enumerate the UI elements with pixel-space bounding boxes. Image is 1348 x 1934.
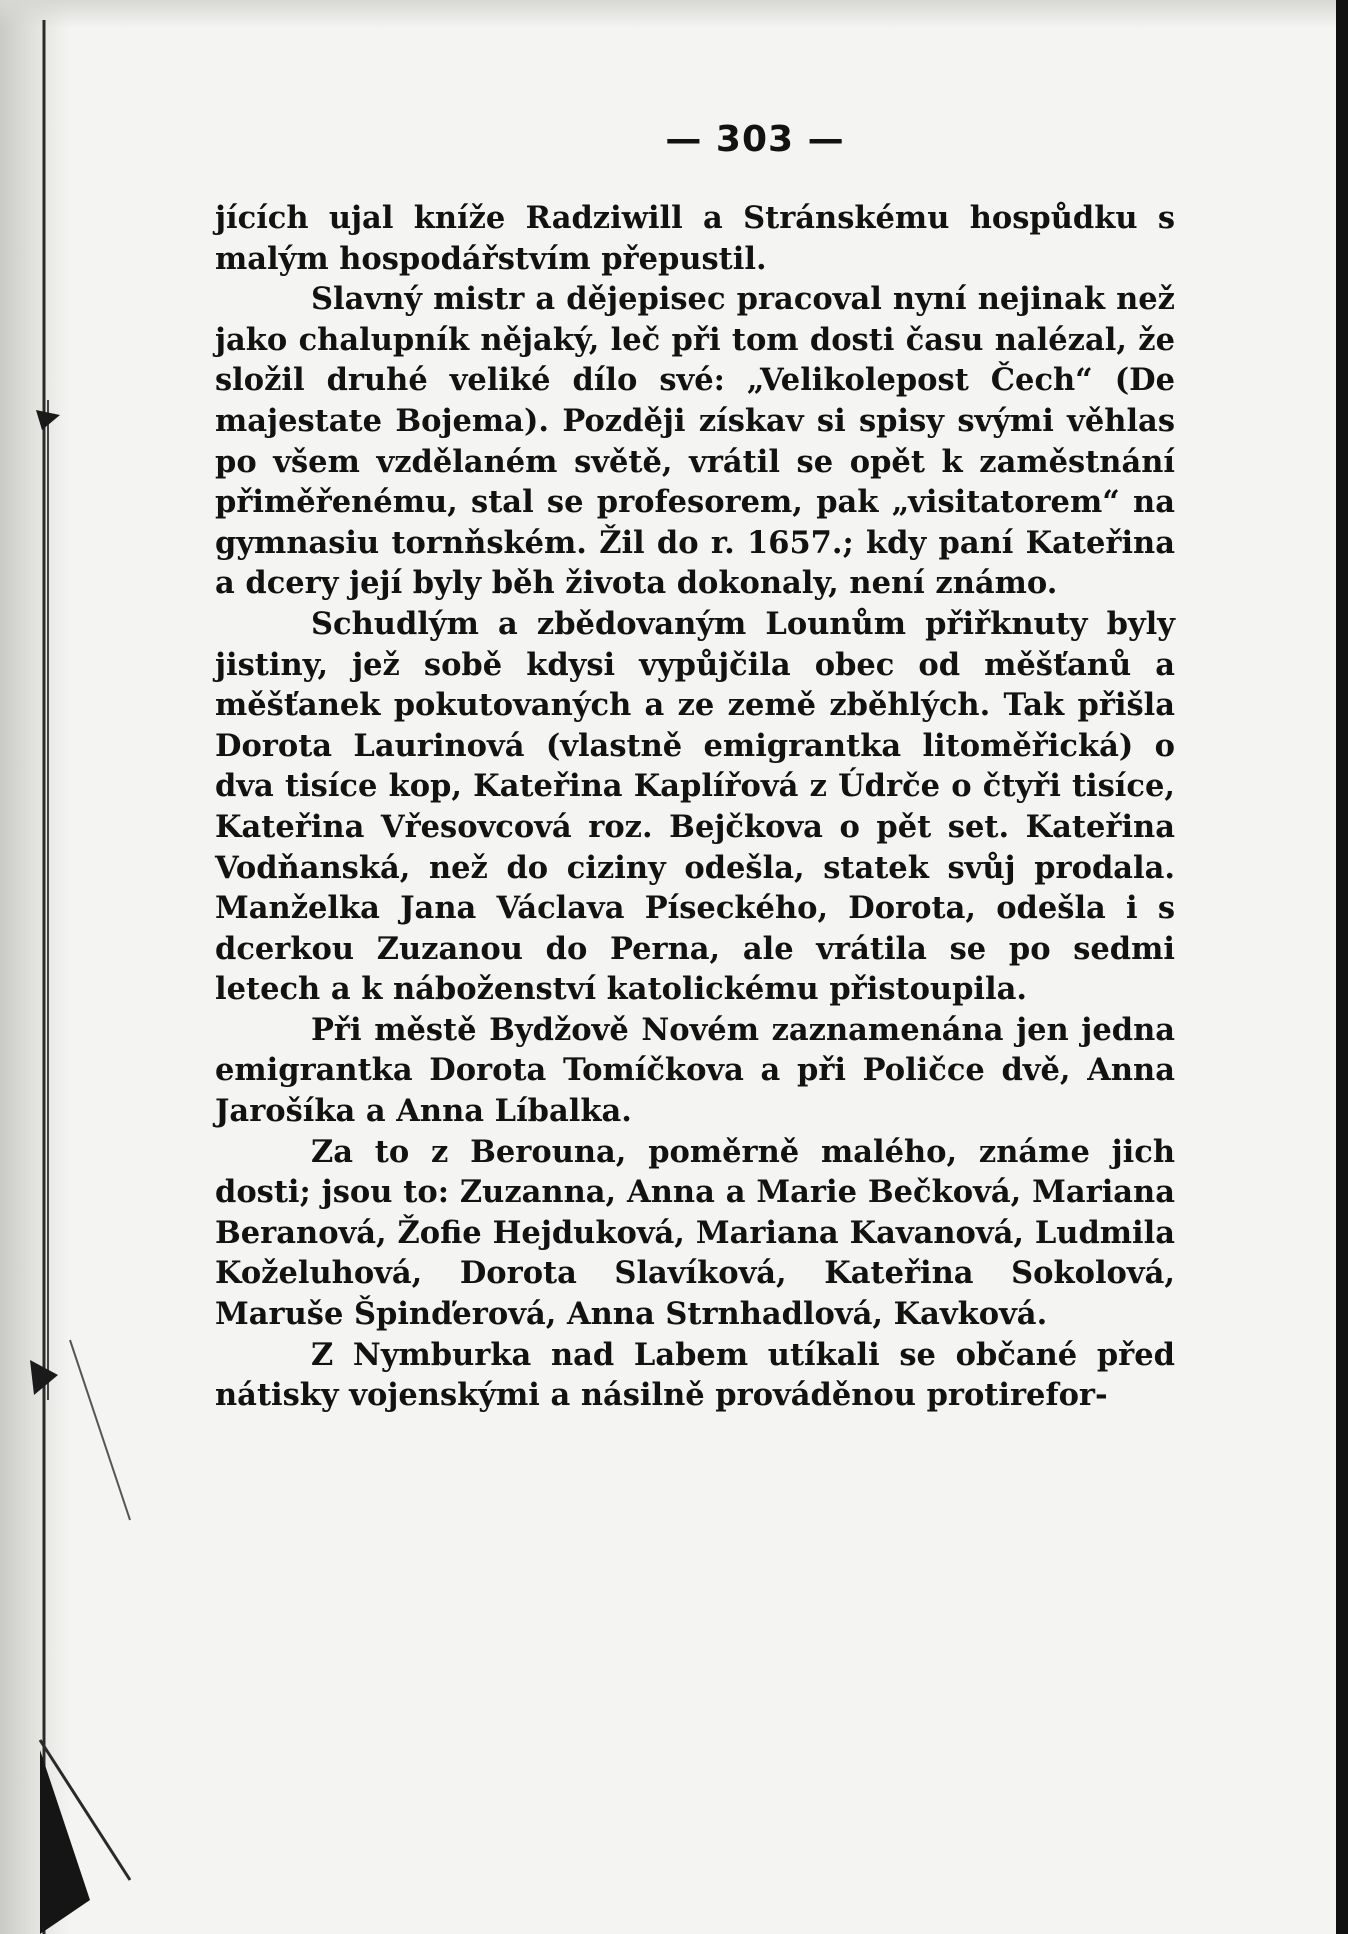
page-number: — 303 — <box>665 119 845 160</box>
top-edge-shadow <box>0 0 1348 28</box>
paragraph: Z Nymburka nad Labem utíkali se občané před nátisky vojenskými a násilně prováděnou protirefor- <box>215 1336 1175 1414</box>
binding-stitches <box>0 0 140 1934</box>
body-text <box>215 198 1175 1416</box>
paragraph: Za to z Berouna, poměrně malého, známe jich dosti; jsou to: Zuzanna, Anna a Marie Bečková, Mariana Beranová, Žofie Hejduková, Mariana Kavanová, Ludmila Koželuhová, Dorota Slavíková, Kateřina Sokolová, Maruše Špinďerová, Anna Strnhadlová, Kavková. <box>215 1133 1175 1333</box>
page-content <box>215 120 1175 1416</box>
paragraph: Při městě Bydžově Novém zaznamenána jen jedna emigrantka Dorota Tomíčkova a při Poličce dvě, Anna Jarošíka a Anna Líbalka. <box>215 1011 1175 1130</box>
paragraph: jících ujal kníže Radziwill a Stránskému hospůdku s malým hospodářstvím přepustil. <box>215 200 1175 277</box>
paragraph: Schudlým a zbědovaným Lounům přiřknuty byly jistiny, jež sobě kdysi vypůjčila obec od měšťanů a měšťanek pokutovaných a ze země zběhlých. Tak přišla Dorota Laurinová (vlastně emigrantka litoměřická) o dva tisíce kop, Kateřina Kaplířová z Údrče o čtyři tisíce, Kateřina Vřesovcová roz. Bejčkova o pět set. Kateřina Vodňanská, než do ciziny odešla, statek svůj prodala. Manželka Jana Václava Píseckého, Dorota, odešla i s dcerkou Zuzanou do Perna, ale vrátila se po sedmi letech a k náboženství katolickému přistoupila. <box>215 605 1175 1008</box>
page-edge <box>1336 0 1348 1934</box>
paragraph: Slavný mistr a dějepisec pracoval nyní nejinak než jako chalupník nějaký, leč při tom dosti času nalézal, že složil druhé veliké dílo své: „Velikolepost Čech“ (De majestate Bojema). Později získav si spisy svými věhlas po všem vzdělaném světě, vrátil se opět k zaměstnání přiměřenému, stal se profesorem, pak „visitatorem“ na gymnasiu tornňském. Žil do r. 1657.; kdy paní Kateřina a dcery její byly běh života dokonaly, není známo. <box>215 281 1175 602</box>
